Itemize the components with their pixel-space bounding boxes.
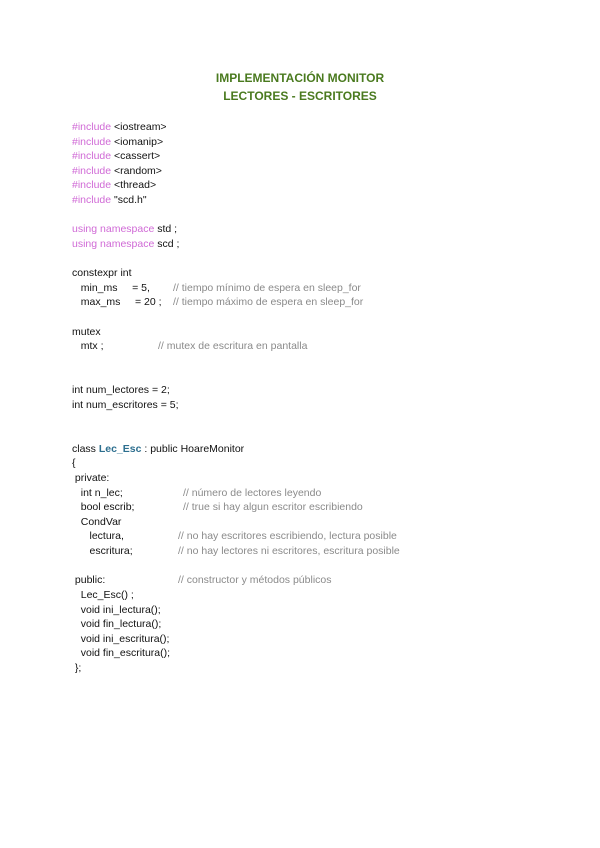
method-decl: void ini_lectura(); [72,604,161,616]
class-name: Lec_Esc [98,443,142,455]
escrib-comment: // true si hay algun escritor escribiendo [183,501,363,513]
include-keyword: #include [72,179,112,191]
min-ms-comment: // tiempo mínimo de espera en sleep_for [173,282,361,294]
class-keyword: class [72,443,99,455]
include-arg: <iomanip> [111,136,164,148]
global-var: int num_lectores = 2; [72,384,170,396]
class-close-brace: }; [72,662,82,674]
include-keyword: #include [72,194,112,206]
private-label: private: [72,472,110,484]
using-arg: std ; [154,223,178,235]
include-keyword: #include [72,136,112,148]
max-ms-line [72,295,162,309]
lectura-comment: // no hay escritores escribiendo, lectura posible [178,530,397,542]
n-lec-comment: // número de lectores leyendo [183,487,322,499]
public-comment: // constructor y métodos públicos [178,574,332,586]
constexpr-decl: constexpr int [72,267,132,279]
using-keyword: using namespace [72,238,155,250]
include-arg: <random> [111,165,162,177]
document-title-line-1: IMPLEMENTACIÓN MONITOR [215,71,385,85]
document-title-line-2: LECTORES - ESCRITORES [223,89,377,103]
using-keyword: using namespace [72,223,155,235]
method-decl: void fin_escritura(); [72,647,171,659]
class-open-brace: { [72,457,76,469]
method-decl: void fin_lectura(); [72,618,162,630]
condvar-decl: CondVar [72,516,122,528]
include-line [72,164,162,178]
mtx-code: mtx ; [72,340,104,352]
include-keyword: #include [72,121,112,133]
escrib-code: bool escrib; [72,501,135,513]
method-decl: void ini_escritura(); [72,633,170,645]
global-var: int num_escritores = 5; [72,399,179,411]
include-line [72,120,167,134]
escritura-code: escritura; [72,545,133,557]
class-declaration [72,442,244,456]
using-line [72,222,177,236]
mtx-comment: // mutex de escritura en pantalla [158,340,308,352]
max-ms-code: max_ms = 20 ; [72,296,162,308]
min-ms-code: min_ms = 5, [72,282,150,294]
include-line [72,193,147,207]
lectura-code: lectura, [72,530,124,542]
min-ms-line [72,281,150,295]
include-line [72,178,156,192]
escritura-comment: // no hay lectores ni escritores, escritura posible [178,545,400,557]
include-arg: <thread> [111,179,157,191]
include-arg: <iostream> [111,121,167,133]
public-label: public: [72,574,106,586]
using-arg: scd ; [154,238,180,250]
include-arg: <cassert> [111,150,161,162]
method-decl: Lec_Esc() ; [72,589,134,601]
max-ms-comment: // tiempo máximo de espera en sleep_for [173,296,364,308]
n-lec-code: int n_lec; [72,487,123,499]
class-inheritance: : public HoareMonitor [141,443,245,455]
using-line [72,237,179,251]
include-line [72,149,160,163]
include-keyword: #include [72,150,112,162]
include-arg: "scd.h" [111,194,147,206]
include-keyword: #include [72,165,112,177]
mutex-decl: mutex [72,326,101,338]
include-line [72,135,163,149]
